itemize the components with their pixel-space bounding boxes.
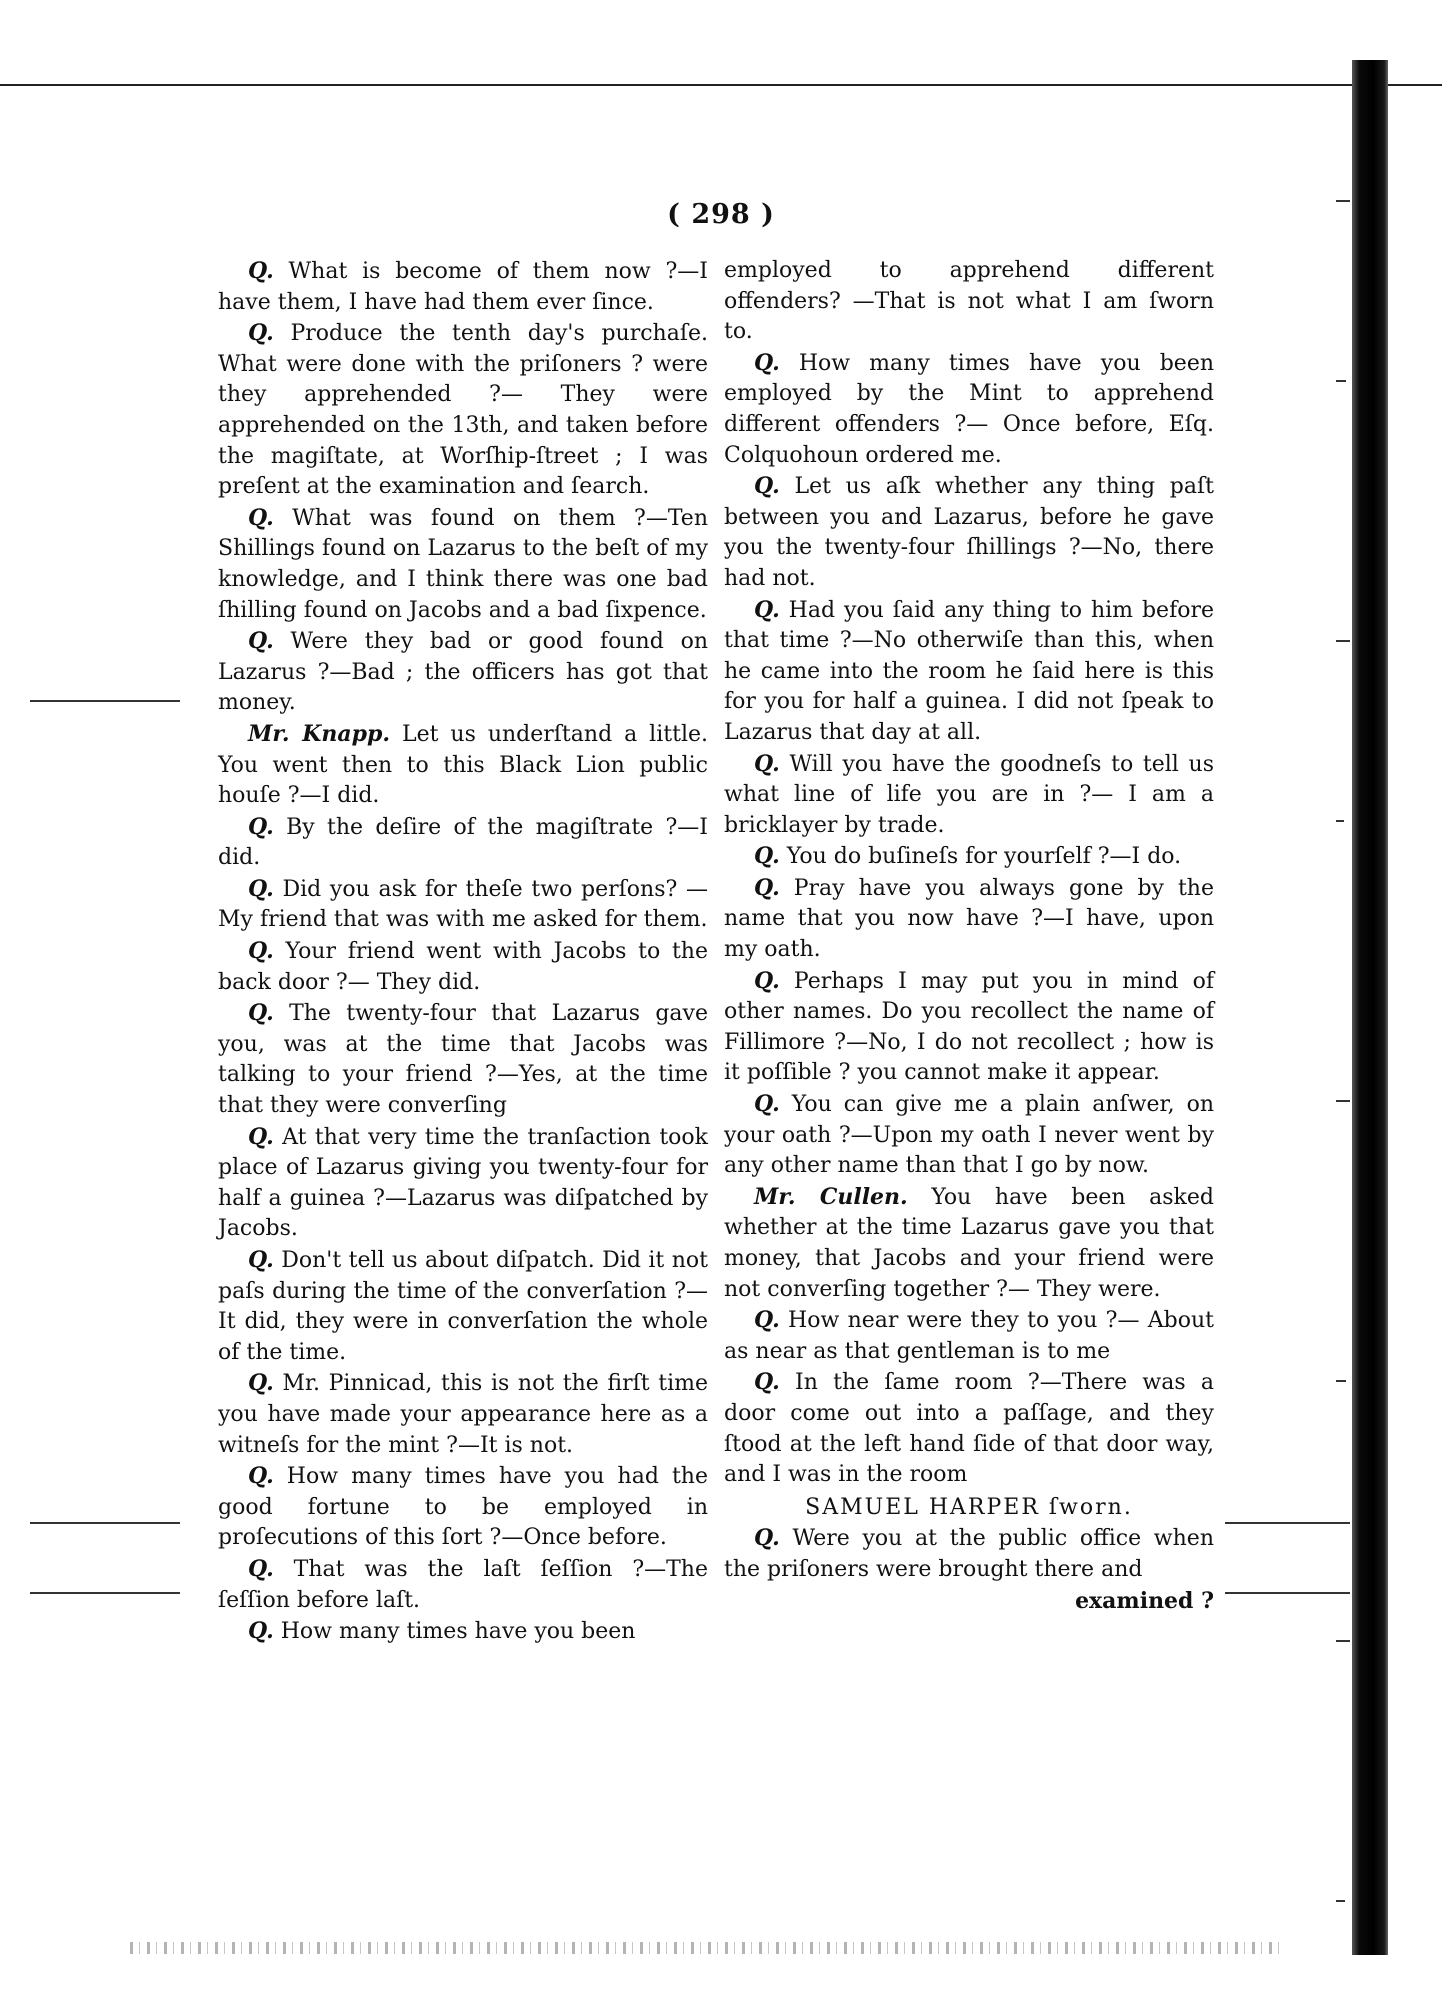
paragraph-text: Will you have the goodneſs to tell us what line of life you are in ?— I am a bricklayer by trade. [724,751,1214,838]
testimony-paragraph [218,256,708,318]
testimony-paragraph [724,348,1214,471]
paragraph-text: You have been asked whether at the time Lazarus gave you that money, that Jacobs and your friend were not converſing together ?— They were. [724,1184,1214,1302]
testimony-paragraph [218,1122,708,1245]
witness-heading [724,1493,1214,1524]
left-margin-rule [30,1522,180,1524]
paragraph-text: Mr. Pinnicad, this is not the firſt time you have made your appearance here as a witneſs for the mint ?—It is not. [218,1371,708,1458]
paragraph-text: Perhaps I may put you in mind of other names. Do you recollect the name of Fillimore ?—No, I do not recollect ; how is it poſſible ? you cannot make it appear. [724,968,1214,1086]
testimony-paragraph [724,1089,1214,1182]
question-marker: Q. [248,875,274,902]
question-marker: Q. [248,320,274,347]
question-marker: Q. [248,628,274,655]
paragraph-text: Don't tell us about diſpatch. Did it not paſs during the time of the converſation ?—It did, they were in converſation the whole of the time. [218,1248,708,1365]
paragraph-text: How many times have you had the good fortune to be employed in proſecutions of this ſort ?—Once before. [218,1464,708,1551]
paragraph-text: The twenty-four that Lazarus gave you, was at the time that Jacobs was talking to your friend ?—Yes, at the time that they were converſing [218,1001,709,1119]
paragraph-text: Were they bad or good found on Lazarus ?—Bad ; the officers has got that money. [218,629,708,716]
testimony-paragraph [724,256,1214,348]
speaker-name: Mr. Knapp. [248,720,391,747]
paragraph-text: employed to apprehend different offenders? —That is not what I am ſworn to. [724,258,1214,345]
top-rule [0,84,1442,86]
question-marker: Q. [248,813,274,840]
testimony-paragraph [218,998,708,1121]
left-margin-rule [30,700,180,702]
testimony-paragraph [218,936,708,998]
testimony-paragraph [218,1554,708,1616]
testimony-paragraph [218,874,708,936]
scan-noise [130,1942,1280,1954]
question-marker: Q. [754,1369,780,1396]
paragraph-text: What was found on them ?—Ten Shillings found on Lazarus to the beſt of my knowledge, and I think there was one bad ſhilling found on Jacobs and a bad ſixpence. [218,505,708,623]
testimony-paragraph [724,873,1214,966]
testimony-paragraph [724,595,1214,749]
binding-edge-shadow [1352,60,1388,1955]
question-marker: Q. [248,1618,274,1645]
testimony-paragraph [724,1182,1214,1305]
paragraph-text: Produce the tenth day's purchaſe. What were done with the priſoners ? were they apprehended ?— They were apprehended on the 13th, and taken before the magiſtate, at Worſhip-ſtreet ; I was preſent at the examination and ſearch. [218,321,708,500]
testimony-paragraph [218,1245,708,1368]
testimony-paragraph [724,841,1214,873]
question-marker: Q. [754,1525,780,1552]
paragraph-text: That was the laſt ſeſſion ?—The ſeſſion before laſt. [218,1556,708,1613]
testimony-paragraph [724,749,1214,842]
right-margin-rule [1225,1522,1350,1524]
question-marker: Q. [248,1463,274,1490]
testimony-paragraph [218,812,708,874]
question-marker: Q. [754,967,780,994]
paragraph-text: Did you ask for theſe two perſons? —My friend that was with me asked for them. [218,876,708,933]
question-marker: Q. [754,596,780,623]
right-margin-rule [1225,1592,1350,1594]
question-marker: Q. [248,938,274,965]
question-marker: Q. [248,1000,274,1027]
question-marker: Q. [248,1370,274,1397]
question-marker: Q. [248,1123,274,1150]
question-marker: Q. [248,1247,274,1273]
testimony-paragraph [724,966,1214,1089]
testimony-paragraph [218,1368,708,1461]
page-number: ( 298 ) [667,199,775,230]
paragraph-text: Were you at the public office when the priſoners were brought there and [724,1526,1214,1582]
testimony-paragraph [218,626,708,719]
question-marker: Q. [248,504,274,531]
paragraph-text: What is become of them now ?—I have them, I have had them ever ſince. [218,259,708,315]
left-margin-rule [30,1592,180,1594]
testimony-paragraph [218,1461,708,1554]
paragraph-text: You can give me a plain anſwer, on your oath ?—Upon my oath I never went by any other name than that I go by now. [724,1092,1214,1179]
question-marker: Q. [754,349,780,376]
speaker-name: Mr. Cullen. [754,1183,908,1210]
paragraph-text: By the deſire of the magiſtrate ?—I did. [218,814,708,871]
paragraph-text: Had you ſaid any thing to him before that time ?—No otherwiſe than this, when he came into the room he ſaid here is this for you for half a guinea. I did not ſpeak to Lazarus that day at all. [724,597,1214,745]
testimony-paragraph [218,318,708,503]
testimony-paragraph [724,1367,1214,1490]
question-marker: Q. [754,843,780,870]
edge-marks [1330,80,1354,1960]
question-marker: Q. [754,473,780,500]
paragraph-text: How near were they to you ?— About as near as that gentleman is to me [724,1308,1214,1364]
paragraph-text: Pray have you always gone by the name that you now have ?—I have, upon my oath. [724,875,1214,963]
question-marker: Q. [248,258,274,284]
paragraph-text: How many times have you been [280,1619,636,1645]
catchword: examined ? [1075,1587,1214,1614]
paragraph-text: At that very time the tranſaction took place of Lazarus giving you twenty-four for half a guinea ?—Lazarus was diſpatched by Jacobs. [218,1124,708,1242]
paragraph-text: Let us underſtand a little. You went then to this Black Lion public houſe ?—I did. [218,721,708,809]
witness-heading-text: SAMUEL HARPER ſworn. [805,1494,1133,1520]
paragraph-text: You do buſineſs for yourſelf ?—I do. [786,844,1182,870]
question-marker: Q. [248,1555,274,1582]
testimony-paragraph [218,1616,708,1648]
paragraph-text: Let us aſk whether any thing paſt between you and Lazarus, before he gave you the twenty-four ſhillings ?—No, there had not. [724,474,1214,591]
paragraph-text: How many times have you been employed by the Mint to apprehend different offenders ?— Once before, Eſq. Colquohoun ordered me. [724,350,1215,468]
paragraph-text: Your friend went with Jacobs to the back door ?— They did. [218,939,708,995]
testimony-paragraph [724,1305,1214,1367]
question-marker: Q. [754,1307,780,1334]
testimony-paragraph [218,719,708,812]
testimony-paragraph [724,1523,1214,1585]
paragraph-text: In the ſame room ?—There was a door come out into a paſſage, and they ſtood at the left hand ſide of that door way, and I was in the room [724,1370,1214,1488]
question-marker: Q. [754,874,780,901]
testimony-paragraph [218,503,708,626]
testimony-paragraph [724,471,1214,594]
right-column [724,256,1214,1616]
question-marker: Q. [754,750,780,777]
left-column [218,256,708,1648]
question-marker: Q. [754,1091,780,1118]
